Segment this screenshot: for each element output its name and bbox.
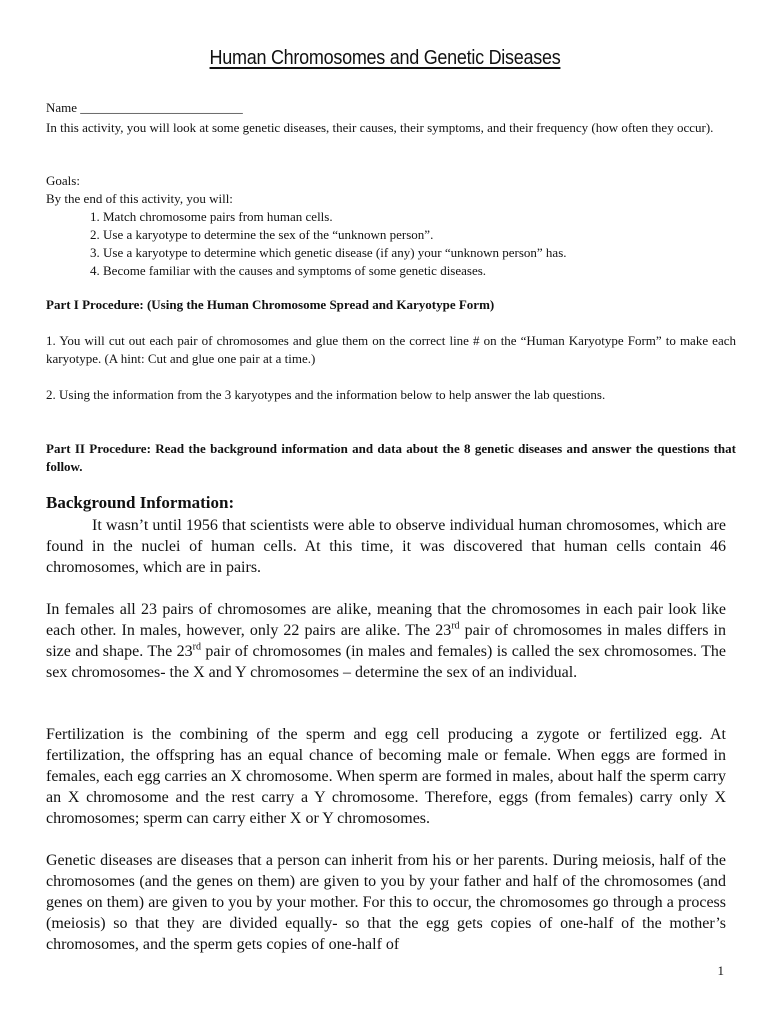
background-paragraph-1: It wasn’t until 1956 that scientists were able to observe individual human chromosomes, which are found in the nuclei of human cells. At this time, it was discovered that human cells contain 46 chromosomes, which are in pairs. [46, 517, 726, 576]
part2-heading: Part II Procedure: Read the background information and data about the 8 genetic diseases and answer the questions that follow. [46, 441, 736, 474]
goal-item: 1. Match chromosome pairs from human cells. [90, 209, 333, 224]
goal-item: 2. Use a karyotype to determine the sex of the “unknown person”. [90, 227, 434, 242]
background-paragraph-2: In females all 23 pairs of chromosomes are alike, meaning that the chromosomes in each pair look like each other. In males, however, only 22 pairs are alike. The 23rd pair of chromosomes in males differs in size and shape. The 23rd pair of chromosomes (in males and females) is called the sex chromosomes. The sex chromosomes- the X and Y chromosomes – determine the sex of an individual. [46, 601, 726, 681]
page-number: 1 [717, 963, 724, 978]
background-paragraph-3: Fertilization is the combining of the sperm and egg cell producing a zygote or fertilized egg. At fertilization, the offspring has an equal chance of becoming male or female. When eggs are formed in females, each egg carries an X chromosome. When sperm are formed in males, about half the sperm carry an X chromosome and the rest carry a Y chromosome. Therefore, eggs (from females) carry only X chromosomes; sperm can carry either X or Y chromosomes. [46, 726, 726, 827]
part1-step2: 2. Using the information from the 3 karyotypes and the information below to help answer the lab questions. [46, 387, 606, 402]
goal-item: 3. Use a karyotype to determine which genetic disease (if any) your “unknown person” has. [90, 245, 567, 260]
part1-step1: 1. You will cut out each pair of chromosomes and glue them on the correct line # on the “Human Karyotype Form” to make each karyotype. (A hint: Cut and glue one pair at a time.) [46, 333, 736, 366]
page-title: Human Chromosomes and Genetic Diseases [209, 47, 561, 69]
goal-item: 4. Become familiar with the causes and symptoms of some genetic diseases. [90, 263, 487, 278]
goals-heading: Goals: [46, 173, 80, 188]
part1-heading: Part I Procedure: (Using the Human Chromosome Spread and Karyotype Form) [46, 297, 495, 312]
name-line: Name _________________________ [46, 100, 243, 115]
background-paragraph-4: Genetic diseases are diseases that a person can inherit from his or her parents. During meiosis, half of the chromosomes (and the genes on them) are given to you by your father and half of the chromosomes (and genes on them) are given to you by your mother. For this to occur, the chromosomes go through a process (meiosis) so that they are divided equally- so that the egg gets copies of one-half of the mother’s chromosomes, and the sperm gets copies of one-half of [46, 852, 726, 953]
background-heading: Background Information: [46, 493, 235, 512]
goals-lead: By the end of this activity, you will: [46, 191, 233, 206]
intro-paragraph: In this activity, you will look at some genetic diseases, their causes, their symptoms, and their frequency (how often they occur). [46, 120, 714, 135]
